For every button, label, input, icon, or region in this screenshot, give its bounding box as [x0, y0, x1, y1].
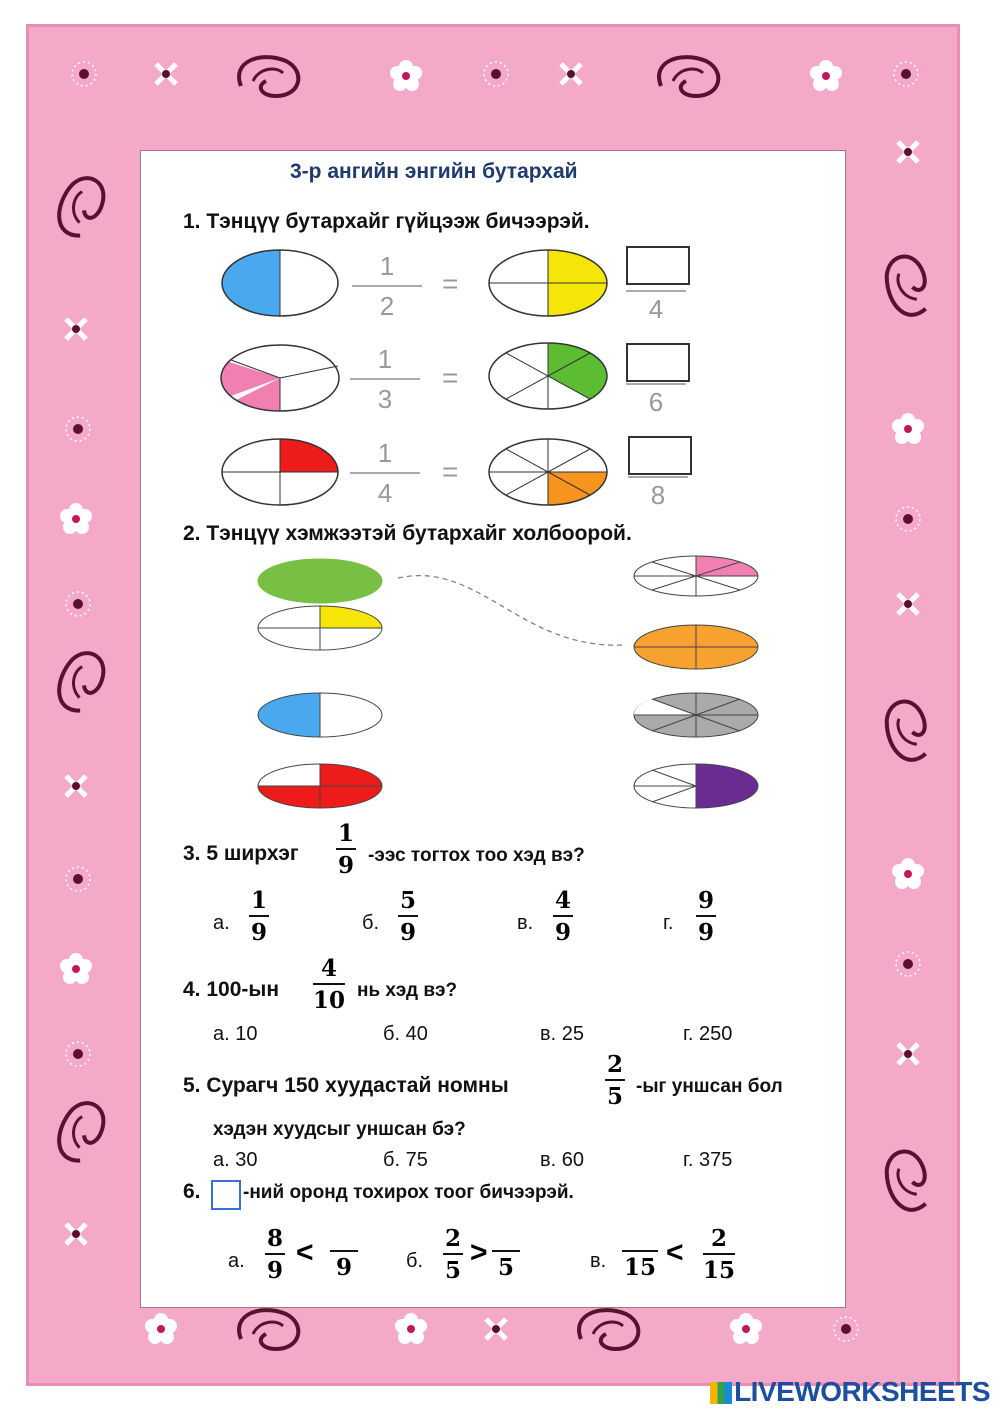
q6-a-label: а. — [228, 1250, 245, 1272]
q1-row1-answer-box[interactable] — [626, 246, 690, 285]
q3-option-a[interactable]: $\frac{1}{9}$ — [251, 887, 268, 946]
q1-row1-equals: = — [442, 268, 459, 299]
q6-b-operator: > — [470, 1236, 488, 1269]
q6-c-right-fraction: $\frac{2}{15}$ — [703, 1225, 736, 1284]
q6-a-answer-fraction[interactable]: 9 — [330, 1227, 358, 1279]
q5-fraction: $\frac{2}{5}$ — [607, 1051, 624, 1110]
q1-row1-answer-denominator: 4 — [626, 290, 686, 325]
q1-row3-answer-denominator: 8 — [628, 476, 688, 511]
q3-option-b-label: б. — [362, 912, 380, 934]
q3-fraction: $\frac{1}{9}$ — [338, 820, 355, 879]
q2-heading: 2. Тэнцүү хэмжээтэй бутархайг холбоорой. — [183, 522, 632, 545]
q5-option-d[interactable]: г. 375 — [683, 1149, 733, 1171]
q4-option-d[interactable]: г. 250 — [683, 1023, 733, 1045]
q3-option-d-label: г. — [663, 912, 674, 934]
q6-c-operator: < — [666, 1236, 684, 1269]
q1-row3-answer-box[interactable] — [628, 436, 692, 475]
q3-option-a-label: а. — [213, 912, 230, 934]
q3-suffix: -ээс тогтох тоо хэд вэ? — [368, 845, 585, 866]
worksheet-title: 3-р ангийн энгийн бутархай — [290, 160, 578, 183]
liveworksheets-logo-icon — [710, 1382, 732, 1404]
q1-row2-equals: = — [442, 362, 459, 393]
q3-option-c[interactable]: $\frac{4}{9}$ — [555, 887, 572, 946]
q3-number: 3. 5 ширхэг — [183, 842, 299, 865]
q6-blank-box-icon — [211, 1180, 241, 1210]
q6-b-left-fraction: $\frac{2}{5}$ — [445, 1225, 462, 1284]
liveworksheets-logo: LIVEWORKSHEETS — [710, 1376, 990, 1408]
q1-row3-fraction: 1 4 — [350, 440, 420, 506]
q6-c-answer-fraction[interactable]: 15 — [622, 1227, 658, 1279]
q1-row1-fraction: 1 2 — [352, 253, 422, 319]
q5-suffix: -ыг уншсан бол — [636, 1076, 783, 1097]
q4-number: 4. 100-ын — [183, 978, 279, 1001]
q6-b-answer-fraction[interactable]: 5 — [492, 1227, 520, 1279]
q1-row2-fraction: 1 3 — [350, 346, 420, 412]
q5-option-b[interactable]: б. 75 — [383, 1149, 428, 1171]
q3-option-c-label: в. — [517, 912, 534, 934]
q4-option-a[interactable]: а. 10 — [213, 1023, 258, 1045]
q6-a-left-fraction: $\frac{8}{9}$ — [267, 1225, 284, 1284]
q5-number: 5. Сурагч 150 хуудастай номны — [183, 1074, 509, 1097]
q1-row2-answer-denominator: 6 — [626, 383, 686, 418]
q5-option-a[interactable]: а. 30 — [213, 1149, 258, 1171]
q3-option-d[interactable]: $\frac{9}{9}$ — [698, 887, 715, 946]
q6-c-label: в. — [590, 1250, 607, 1272]
q5-line2: хэдэн хуудсыг уншсан бэ? — [213, 1119, 466, 1140]
q1-row2-answer-box[interactable] — [626, 343, 690, 382]
q4-suffix: нь хэд вэ? — [357, 980, 458, 1001]
q5-option-c[interactable]: в. 60 — [540, 1149, 584, 1171]
q4-option-b[interactable]: б. 40 — [383, 1023, 428, 1045]
q1-heading: 1. Тэнцүү бутархайг гүйцээж бичээрэй. — [183, 210, 590, 233]
q4-option-c[interactable]: в. 25 — [540, 1023, 584, 1045]
q6-number: 6. — [183, 1180, 201, 1203]
q1-row3-equals: = — [442, 456, 459, 487]
q6-a-operator: < — [296, 1236, 314, 1269]
q3-option-b[interactable]: $\frac{5}{9}$ — [400, 887, 417, 946]
q6-b-label: б. — [406, 1250, 424, 1272]
q4-fraction: $\frac{4}{10}$ — [313, 955, 346, 1014]
q6-suffix: -ний оронд тохирох тоог бичээрэй. — [243, 1182, 574, 1203]
